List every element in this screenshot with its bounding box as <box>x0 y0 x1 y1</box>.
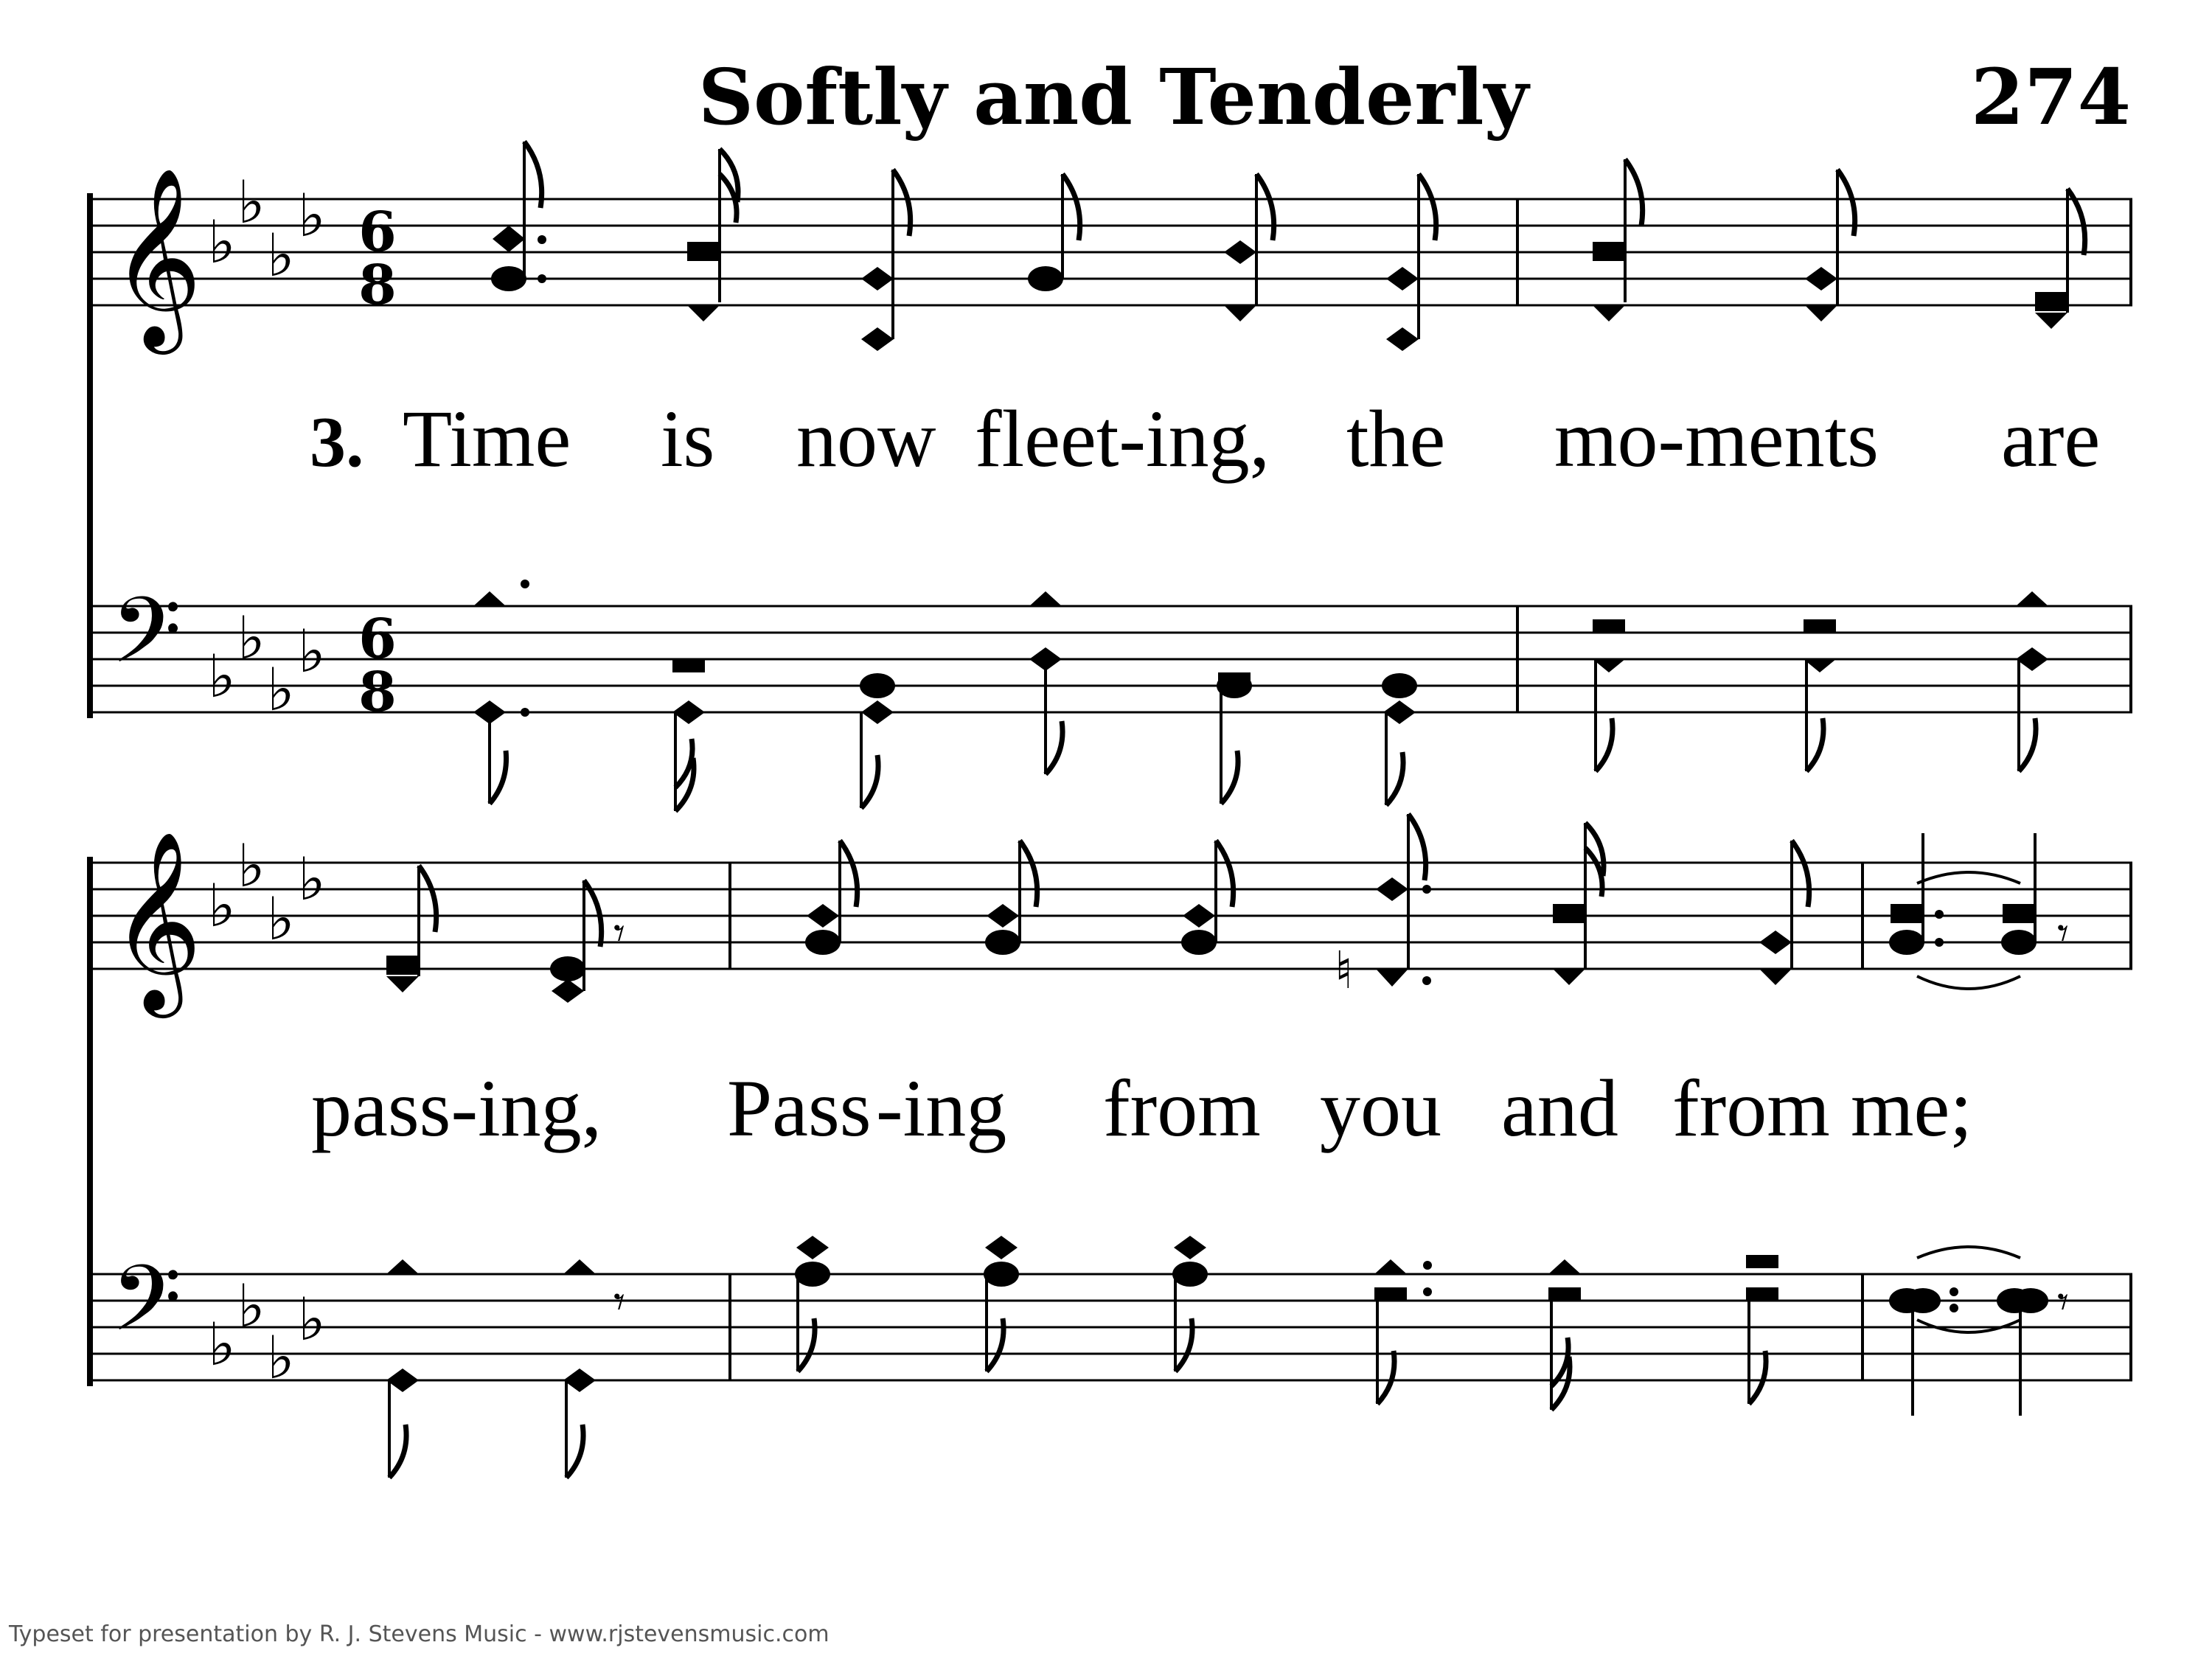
bass-clef-icon: 𝄢 <box>111 1246 182 1374</box>
eighth-rest-icon: 𝄾 <box>2057 908 2069 959</box>
treble-notes-2 <box>386 814 2069 1003</box>
svg-text:♭: ♭ <box>237 832 265 900</box>
svg-text:6: 6 <box>358 608 397 671</box>
svg-text:6: 6 <box>358 201 397 264</box>
eighth-rest-icon: 𝄾 <box>2057 1276 2069 1328</box>
lyric-syllable: is <box>661 394 715 484</box>
svg-text:8: 8 <box>358 661 397 724</box>
svg-text:♭: ♭ <box>298 617 326 686</box>
lyric-syllable: from <box>1672 1063 1830 1153</box>
lyric-syllable: mo-ments <box>1554 394 1879 484</box>
svg-text:♭: ♭ <box>267 655 295 724</box>
lyrics-line-2 <box>311 1063 1972 1153</box>
bass-clef-icon: 𝄢 <box>111 578 182 706</box>
verse-number: 3. <box>310 403 364 482</box>
svg-text:♭: ♭ <box>267 1324 295 1392</box>
svg-text:♭: ♭ <box>208 872 236 940</box>
system-1 <box>87 142 2132 811</box>
lyric-syllable: you <box>1320 1063 1441 1153</box>
lyric-syllable: are <box>2001 394 2101 484</box>
lyric-syllable: the <box>1346 394 1446 484</box>
typesetting-credit: Typeset for presentation by R. J. Stevens Music - www.rjstevensmusic.com <box>9 1621 830 1647</box>
lyric-syllable: and <box>1501 1063 1618 1153</box>
svg-text:♭: ♭ <box>298 845 326 914</box>
treble-staff-2 <box>87 863 2132 969</box>
lyric-syllable: me; <box>1851 1063 1972 1153</box>
eighth-rest-icon: 𝄾 <box>613 908 625 959</box>
svg-text:♭: ♭ <box>237 604 265 672</box>
lyric-syllable: -ing <box>876 1063 1007 1153</box>
bass-notes-1 <box>473 580 2048 811</box>
natural-sign-icon: ♮ <box>1335 940 1354 1001</box>
hymn-title: Softly and Tenderly <box>698 52 1529 142</box>
lyrics-line-1 <box>310 394 2100 484</box>
lyric-syllable: from <box>1103 1063 1261 1153</box>
svg-text:♭: ♭ <box>298 1285 326 1354</box>
svg-text:♭: ♭ <box>237 1272 265 1340</box>
bass-notes-2 <box>386 1236 2069 1478</box>
treble-notes-1 <box>491 142 2085 351</box>
lyric-syllable: Pass <box>727 1063 872 1153</box>
svg-text:♭: ♭ <box>208 642 236 711</box>
svg-text:♭: ♭ <box>208 1310 236 1379</box>
svg-text:♭: ♭ <box>267 221 295 290</box>
svg-text:♭: ♭ <box>298 181 326 250</box>
svg-text:8: 8 <box>358 254 397 317</box>
key-signature-flats-icon <box>208 604 326 724</box>
svg-text:♭: ♭ <box>208 208 236 276</box>
key-signature-flats-icon <box>208 168 326 290</box>
key-signature-flats-icon <box>208 832 326 953</box>
time-signature <box>358 201 397 724</box>
svg-text:♭: ♭ <box>267 885 295 953</box>
eighth-rest-icon: 𝄾 <box>613 1276 625 1328</box>
hymn-number: 274 <box>1970 52 2131 142</box>
lyric-syllable: fleet-ing, <box>975 394 1270 484</box>
system-2 <box>87 814 2132 1478</box>
treble-clef-icon: 𝄞 <box>111 830 203 1010</box>
svg-text:♭: ♭ <box>237 168 265 237</box>
key-signature-flats-icon <box>208 1272 326 1392</box>
lyric-syllable: pass-ing, <box>311 1063 602 1153</box>
treble-clef-icon: 𝄞 <box>111 166 203 347</box>
lyric-syllable: Time <box>403 394 571 484</box>
bass-staff-2 <box>87 1274 2132 1380</box>
lyric-syllable: now <box>796 394 936 484</box>
